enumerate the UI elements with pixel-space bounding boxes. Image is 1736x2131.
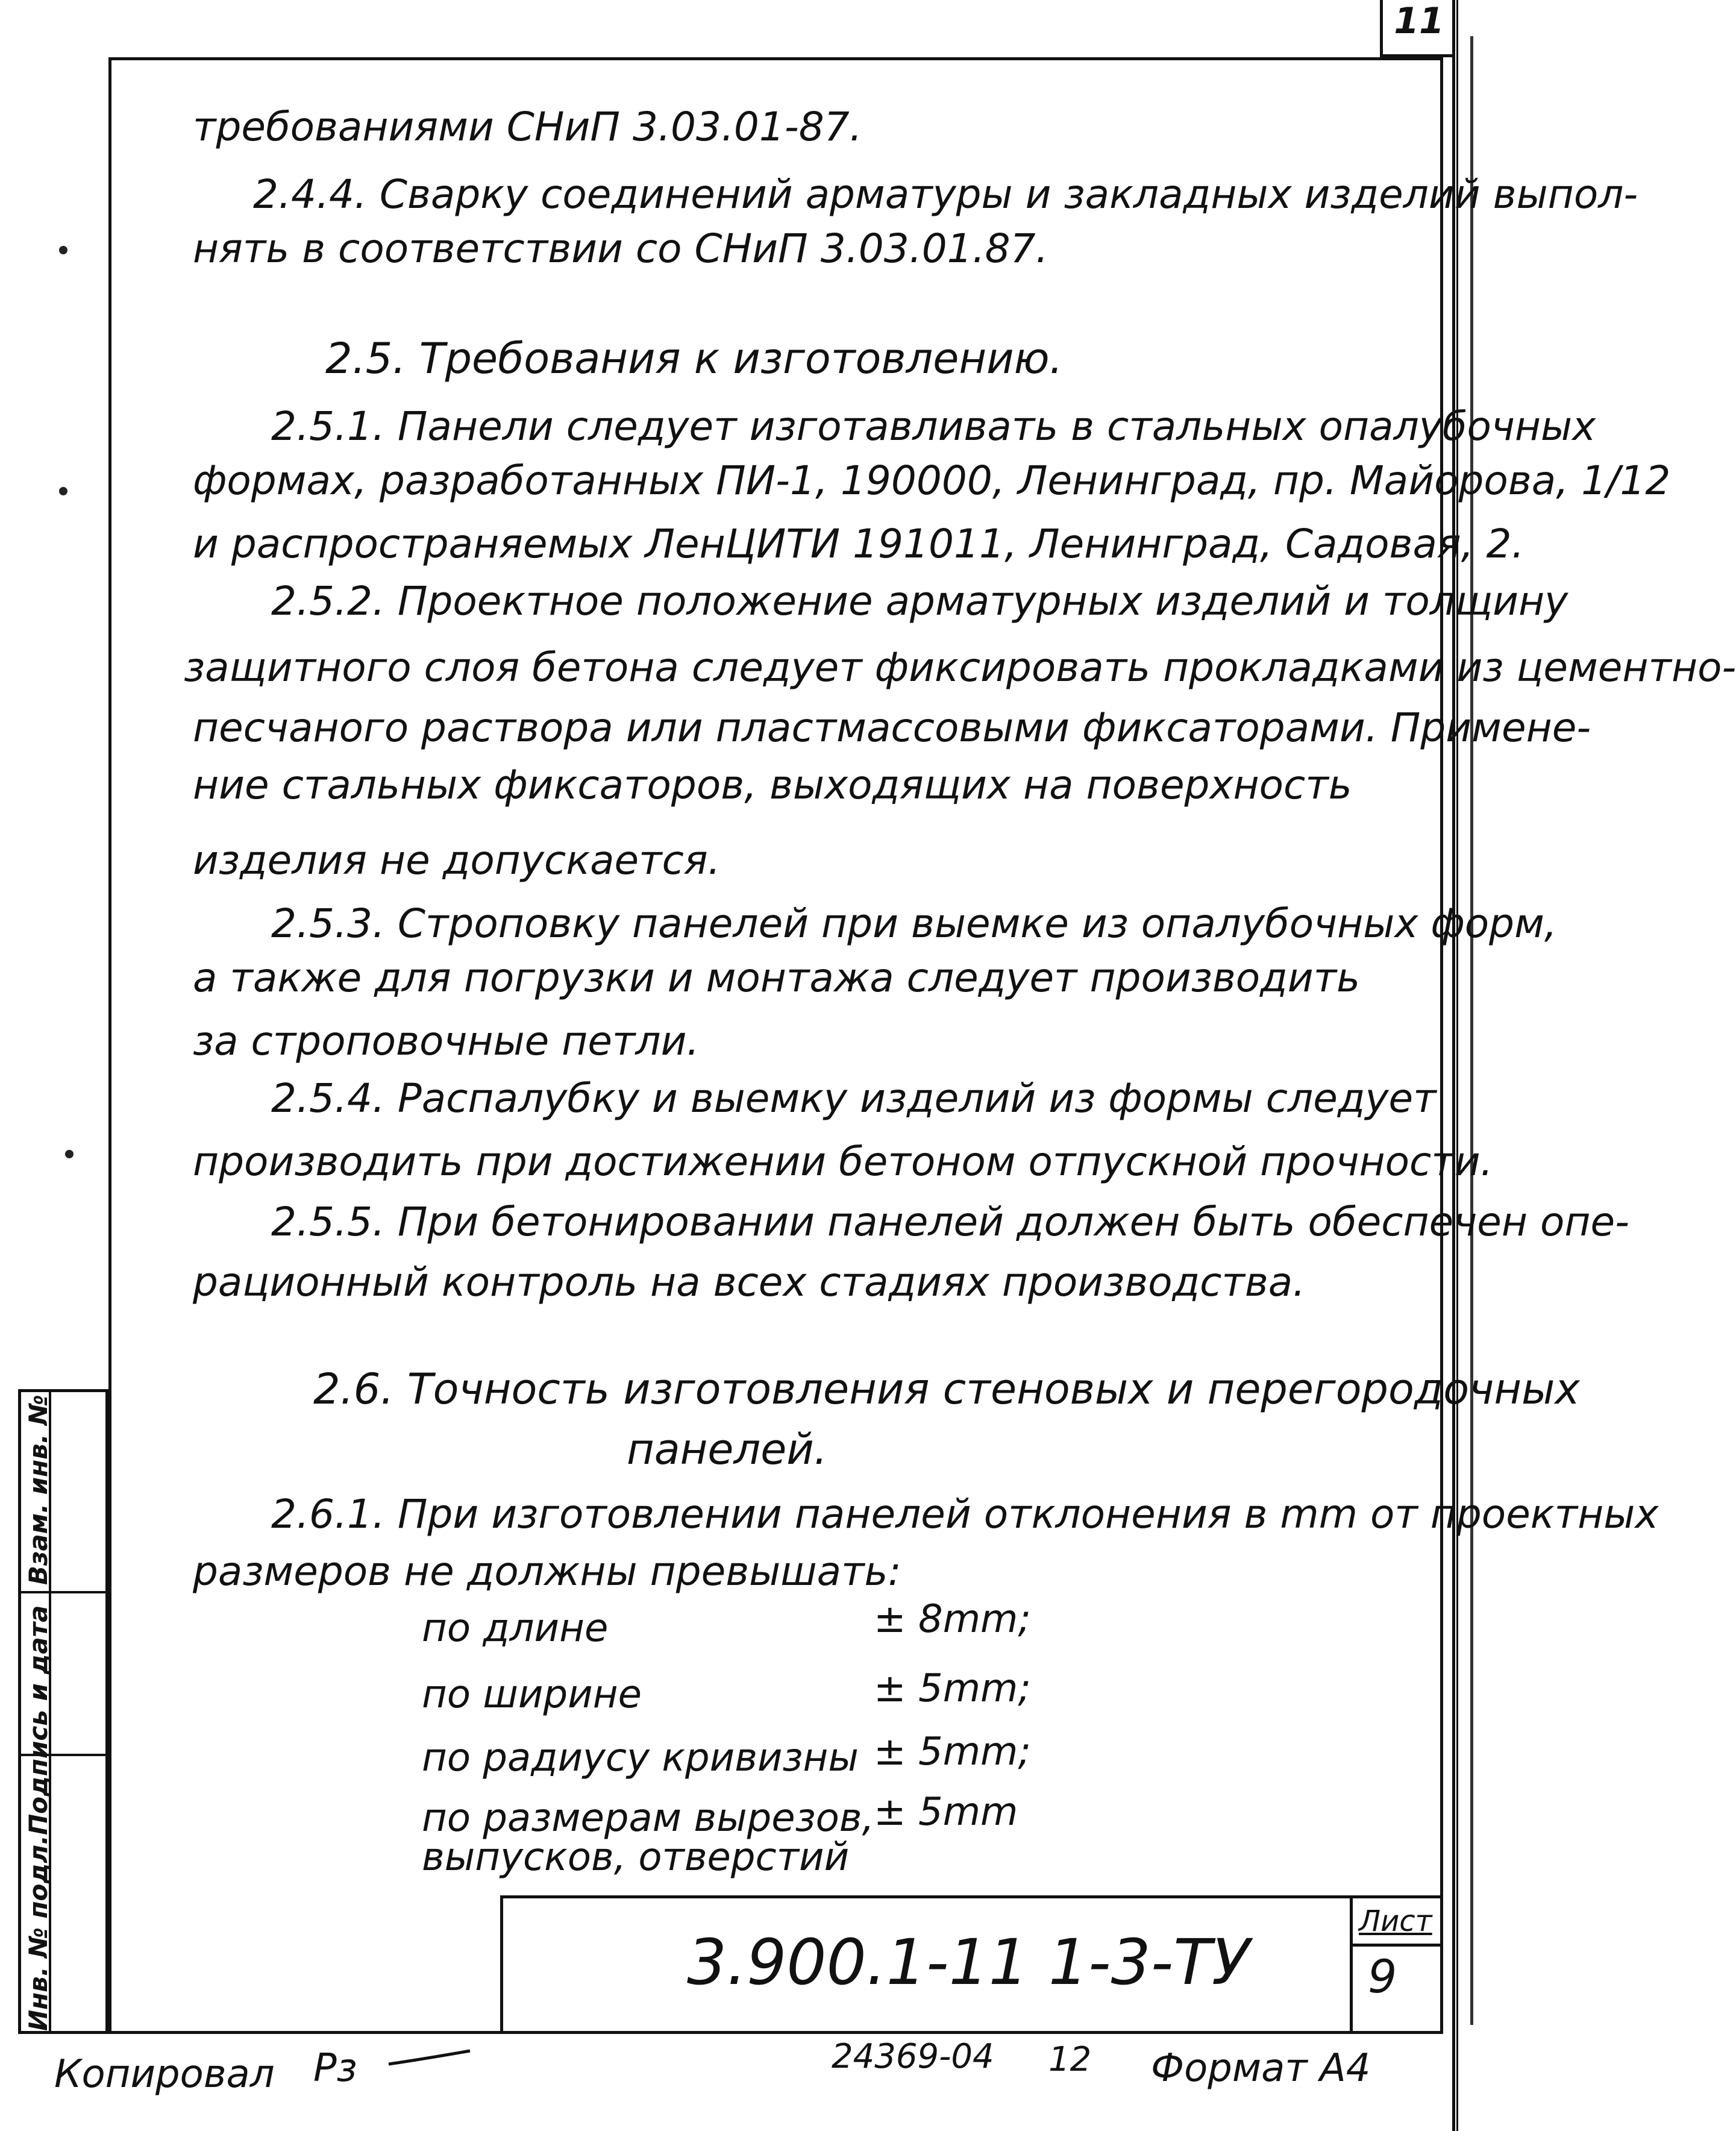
tolerance-label: по ширине (422, 1672, 642, 1717)
body-line-4: 2.5.1. Панели следует изготавливать в стальных опалубочных (271, 403, 1596, 450)
heading-2-6: 2.6. Точность изготовления стеновых и перегородочных (313, 1364, 1580, 1414)
body-line-6: и распространяемых ЛенЦИТИ 191011, Ленинград, Садовая, 2. (193, 521, 1524, 567)
tolerance-label: по размерам вырезов, (422, 1796, 874, 1841)
tolerance-value: ± 5mm (874, 1790, 1018, 1834)
right-margin-border (1452, 0, 1458, 2131)
tolerance-value: ± 5mm; (874, 1666, 1031, 1711)
body-line-13: а также для погрузки и монтажа следует производить (193, 955, 1361, 1001)
body-line-5: формах, разработанных ПИ-1, 190000, Ленинград, пр. Майорова, 1/12 (193, 457, 1671, 504)
sheet-number: 9 (1368, 1950, 1397, 2003)
title-block-sheet-divider (1350, 1944, 1443, 1947)
body-line-17: 2.5.5. При бетонировании панелей должен быть обеспечен опе- (271, 1199, 1629, 1245)
tolerance-label: по длине (422, 1606, 609, 1651)
order-number: 24369-04 (832, 2037, 994, 2076)
body-line-8: защитного слоя бетона следует фиксировать прокладками из цементно- (184, 644, 1736, 691)
order-sheet: 12 (1048, 2040, 1092, 2079)
right-margin-line (1470, 36, 1473, 2025)
body-line-15: 2.5.4. Распалубку и выемку изделий из формы следует (271, 1075, 1437, 1122)
body-line-10: ние стальных фиксаторов, выходящих на поверхность (193, 762, 1352, 808)
stamp-signature-label: Подпись и дата (24, 1605, 53, 1835)
body-line-2: 2.4.4. Сварку соединений арматуры и закладных изделий выпол- (253, 171, 1638, 218)
heading-2-5: 2.5. Требования к изготовлению. (325, 334, 1063, 383)
body-line-9: песчаного раствора или пластмассовыми фиксаторами. Примене- (193, 705, 1591, 751)
scan-dot (65, 1150, 74, 1158)
stamp-inventory-label: Инв. № подл. (24, 1835, 53, 2031)
copied-signature: Рз (313, 2046, 357, 2091)
body-line-7: 2.5.2. Проектное положение арматурных изделий и толщину (271, 578, 1568, 624)
body-line-12: 2.5.3. Строповку панелей при выемке из опалубочных форм, (271, 900, 1557, 947)
tolerance-value: ± 8mm; (874, 1597, 1031, 1642)
tolerance-value: ± 5mm; (874, 1730, 1031, 1774)
scan-dot (59, 487, 67, 495)
body-line-14: за строповочные петли. (193, 1018, 700, 1064)
body-line-20: размеров не должны превышать: (193, 1548, 901, 1595)
signature-stroke (386, 2046, 476, 2070)
title-block-divider (1350, 1895, 1353, 2034)
stamp-divider (21, 1591, 105, 1593)
body-line-16: производить при достижении бетоном отпускной прочности. (193, 1138, 1493, 1185)
body-line-3: нять в соответствии со СНиП 3.03.01.87. (193, 225, 1048, 272)
document-code: 3.900.1-11 1-3-ТУ (687, 1925, 1250, 1999)
page-number: 11 (1394, 0, 1444, 42)
body-line-1: требованиями СНиП 3.03.01-87. (193, 104, 862, 150)
tolerance-label: выпусков, отверстий (422, 1835, 850, 1880)
paper-format: Формат А4 (1151, 2046, 1371, 2091)
scan-dot (59, 246, 67, 254)
left-stamp (18, 1389, 108, 2034)
heading-2-6-cont: панелей. (627, 1425, 828, 1474)
body-line-18: рационный контроль на всех стадиях производства. (193, 1259, 1306, 1305)
body-line-11: изделия не допускается. (193, 837, 721, 883)
sheet-label: Лист (1359, 1904, 1432, 1938)
body-line-19: 2.6.1. При изготовлении панелей отклонения в mm от проектных (271, 1491, 1659, 1537)
copied-by: Копировал (54, 2052, 275, 2097)
stamp-replace-label: Взам. инв. № (24, 1395, 53, 1585)
tolerance-label: по радиусу кривизны (422, 1736, 859, 1780)
